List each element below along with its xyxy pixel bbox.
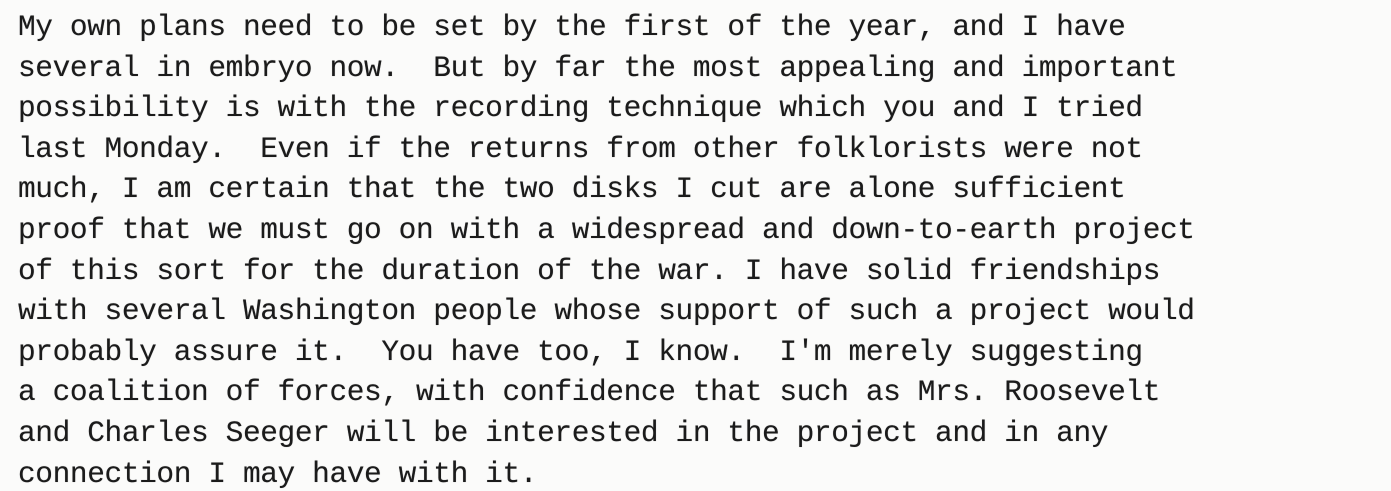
text-line-6: proof that we must go on with a widespread and down-to-earth project xyxy=(18,212,1195,247)
text-line-9: probably assure it. You have too, I know. I'm merely suggesting xyxy=(18,334,1143,369)
text-line-1: My own plans need to be set by the first of the year, and I have xyxy=(18,10,1126,44)
text-line-5: much, I am certain that the two disks I cut are alone sufficient xyxy=(18,172,1126,207)
text-line-2: several in embryo now. But by far the most appealing and important xyxy=(18,50,1178,85)
text-line-11: and Charles Seeger will be interested in the project and in any xyxy=(18,415,1109,450)
text-line-7: of this sort for the duration of the war. I have solid friendships xyxy=(18,253,1160,288)
text-line-8: with several Washington people whose support of such a project would xyxy=(18,294,1195,329)
letter-paragraph xyxy=(18,7,1383,491)
text-line-3: possibility is with the recording technique which you and I tried xyxy=(18,91,1143,126)
text-line-12: connection I may have with it. xyxy=(18,456,538,491)
text-line-10: a coalition of forces, with confidence that such as Mrs. Roosevelt xyxy=(18,375,1160,410)
text-line-4: last Monday. Even if the returns from other folklorists were not xyxy=(18,131,1143,166)
